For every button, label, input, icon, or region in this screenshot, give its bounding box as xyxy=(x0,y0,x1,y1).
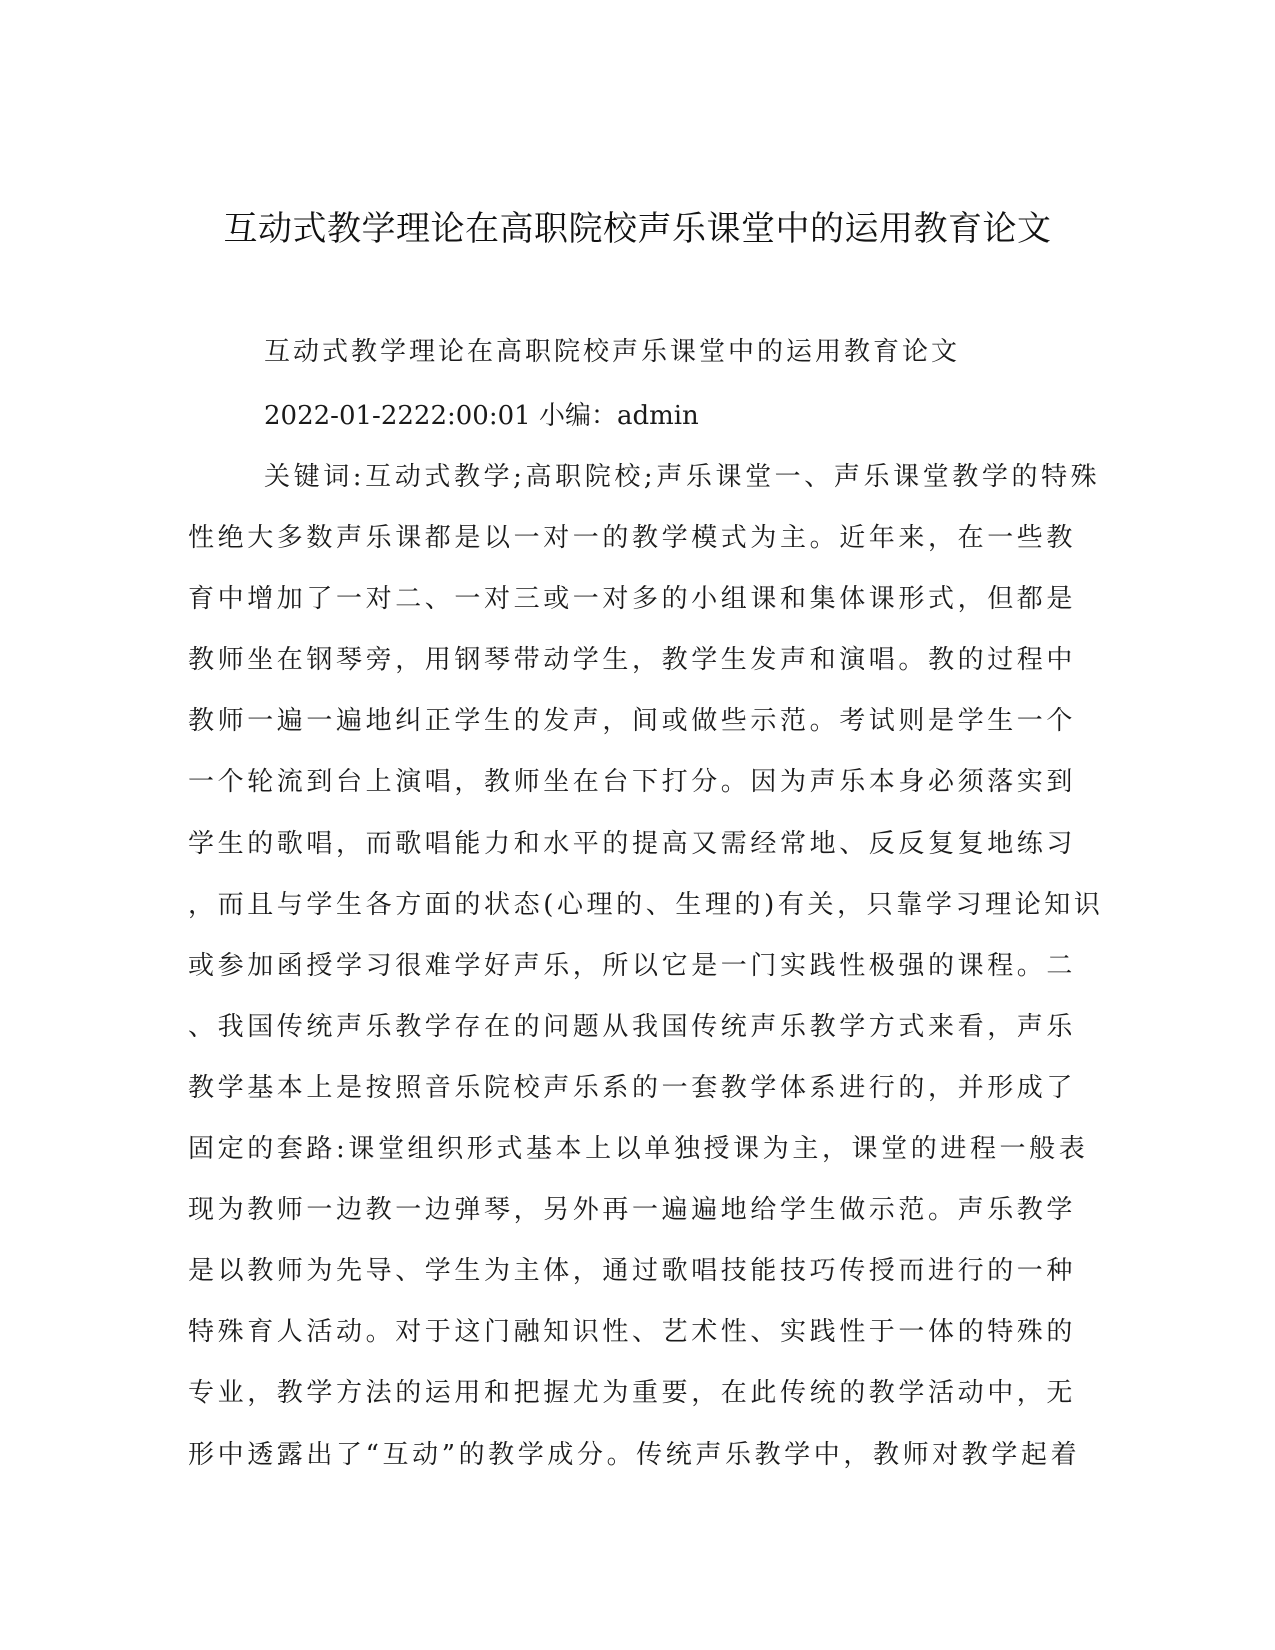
document-title: 互动式教学理论在高职院校声乐课堂中的运用教育论文 xyxy=(223,209,1052,249)
body-line: 是以教师为先导、学生为主体，通过歌唱技能技巧传授而进行的一种 xyxy=(188,1256,1077,1287)
body-line: 一个轮流到台上演唱，教师坐在台下打分。因为声乐本身必须落实到 xyxy=(188,767,1077,798)
body-line: 育中增加了一对二、一对三或一对多的小组课和集体课形式，但都是 xyxy=(188,584,1077,615)
document-body xyxy=(188,457,1104,1496)
body-line: 、我国传统声乐教学存在的问题从我国传统声乐教学方式来看，声乐 xyxy=(188,1011,1077,1042)
body-line: 专业，教学方法的运用和把握尤为重要，在此传统的教学活动中，无 xyxy=(188,1378,1077,1409)
document-subtitle: 互动式教学理论在高职院校声乐课堂中的运用教育论文 xyxy=(264,337,961,367)
body-line: 或参加函授学习很难学好声乐，所以它是一门实践性极强的课程。二 xyxy=(188,950,1077,981)
body-line: 性绝大多数声乐课都是以一对一的教学模式为主。近年来，在一些教 xyxy=(188,523,1077,554)
body-line: 固定的套路:课堂组织形式基本上以单独授课为主，课堂的进程一般表 xyxy=(188,1134,1089,1165)
body-line: 形中透露出了“互动”的教学成分。传统声乐教学中，教师对教学起着 xyxy=(188,1439,1081,1470)
body-line: 教师坐在钢琴旁，用钢琴带动学生，教学生发声和演唱。教的过程中 xyxy=(188,645,1077,676)
body-line: ，而且与学生各方面的状态(心理的、生理的)有关，只靠学习理论知识 xyxy=(188,889,1104,920)
document-meta: 2022-01-2222:00:01 小编：admin xyxy=(264,401,699,431)
body-line: 教师一遍一遍地纠正学生的发声，间或做些示范。考试则是学生一个 xyxy=(188,706,1077,737)
body-line: 关键词:互动式教学;高职院校;声乐课堂一、声乐课堂教学的特殊 xyxy=(264,462,1101,492)
body-line: 教学基本上是按照音乐院校声乐系的一套教学体系进行的，并形成了 xyxy=(188,1072,1077,1103)
body-line: 现为教师一边教一边弹琴，另外再一遍遍地给学生做示范。声乐教学 xyxy=(188,1195,1077,1226)
body-line: 学生的歌唱，而歌唱能力和水平的提高又需经常地、反反复复地练习 xyxy=(188,828,1077,859)
body-line: 特殊育人活动。对于这门融知识性、艺术性、实践性于一体的特殊的 xyxy=(188,1317,1077,1348)
